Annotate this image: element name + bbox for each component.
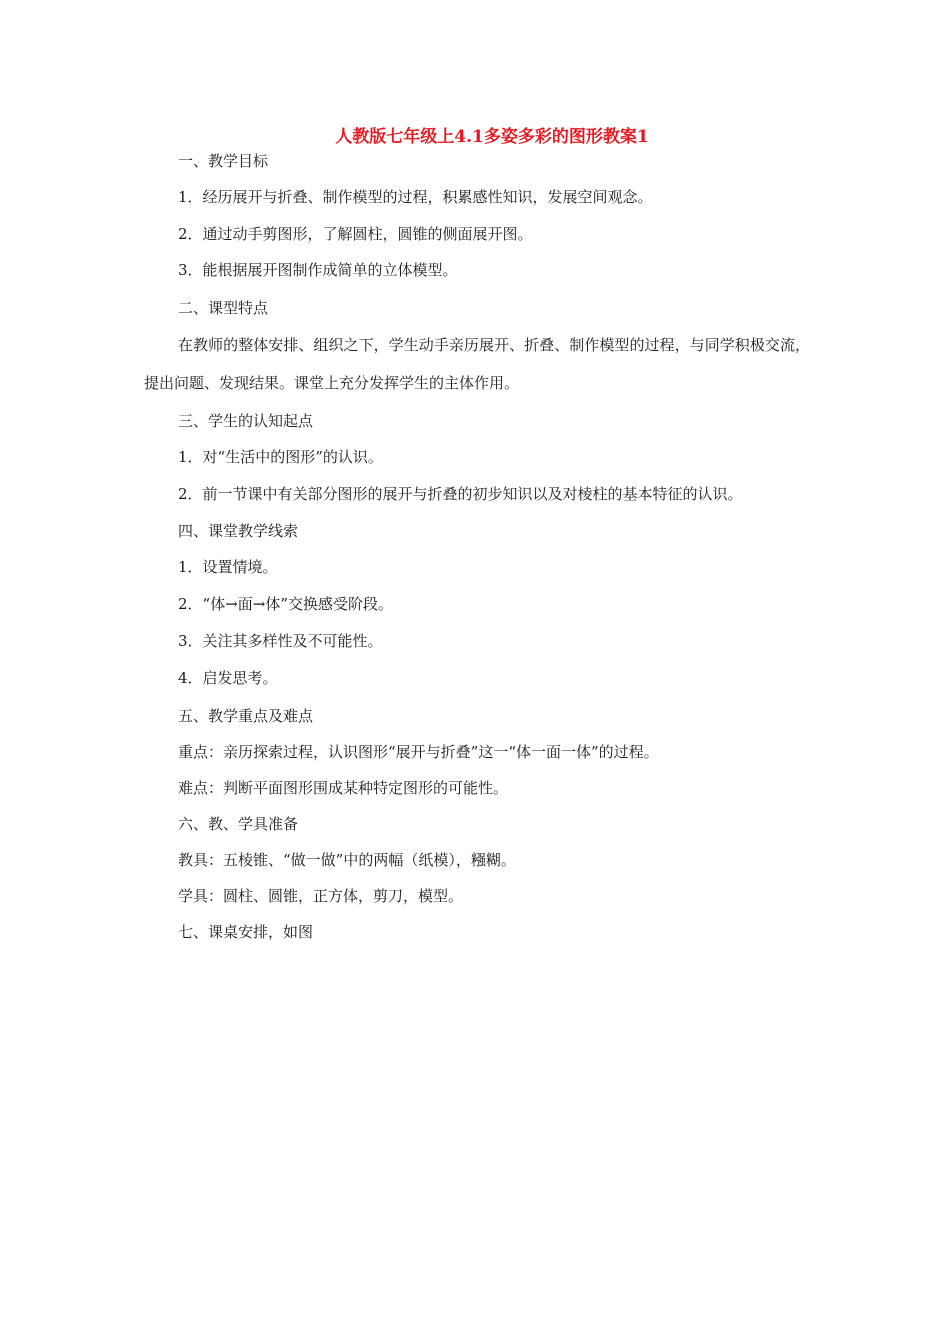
section-heading-lesson-type: 二、课型特点 bbox=[178, 299, 269, 317]
section-heading-objectives: 一、教学目标 bbox=[178, 152, 269, 170]
document-title: 人教版七年级上4.1多姿多彩的图形教案1 bbox=[335, 127, 649, 147]
objective-item-1: 1．经历展开与折叠、制作模型的过程，积累感性知识，发展空间观念。 bbox=[178, 188, 653, 206]
section-heading-teaching-clues: 四、课堂教学线索 bbox=[178, 522, 299, 540]
key-point-text: 重点：亲历探索过程，认识图形“展开与折叠”这一“体一面一体”的过程。 bbox=[178, 743, 659, 761]
clue-item-1: 1．设置情境。 bbox=[178, 558, 278, 576]
learning-materials-text: 学具：圆柱、圆锥，正方体，剪刀，模型。 bbox=[178, 887, 464, 905]
clue-item-3: 3．关注其多样性及不可能性。 bbox=[178, 632, 383, 650]
difficult-point-text: 难点：判断平面图形围成某种特定图形的可能性。 bbox=[178, 779, 509, 797]
clue-item-4: 4．启发思考。 bbox=[178, 669, 278, 687]
section-heading-cognitive-start: 三、学生的认知起点 bbox=[178, 412, 314, 430]
clue-item-2: 2．“体→面→体”交换感受阶段。 bbox=[178, 595, 394, 613]
lesson-type-paragraph: 在教师的整体安排、组织之下，学生动手亲历展开、折叠、制作模型的过程，与同学积极交流，提出问题、发现结果。课堂上充分发挥学生的主体作用。 bbox=[144, 336, 810, 392]
section-heading-key-points: 五、教学重点及难点 bbox=[178, 707, 314, 725]
objective-item-3: 3．能根据展开图制作成简单的立体模型。 bbox=[178, 261, 458, 279]
section-heading-materials: 六、教、学具准备 bbox=[178, 815, 299, 833]
teaching-materials-text: 教具：五棱锥、“做一做”中的两幅（纸模），糨糊。 bbox=[178, 851, 516, 869]
cognitive-item-2: 2．前一节课中有关部分图形的展开与折叠的初步知识以及对棱柱的基本特征的认识。 bbox=[178, 485, 743, 503]
cognitive-item-1: 1．对“生活中的图形”的认识。 bbox=[178, 448, 383, 466]
objective-item-2: 2．通过动手剪图形，了解圆柱，圆锥的侧面展开图。 bbox=[178, 225, 533, 243]
section-heading-desk-arrangement: 七、课桌安排，如图 bbox=[178, 923, 314, 941]
